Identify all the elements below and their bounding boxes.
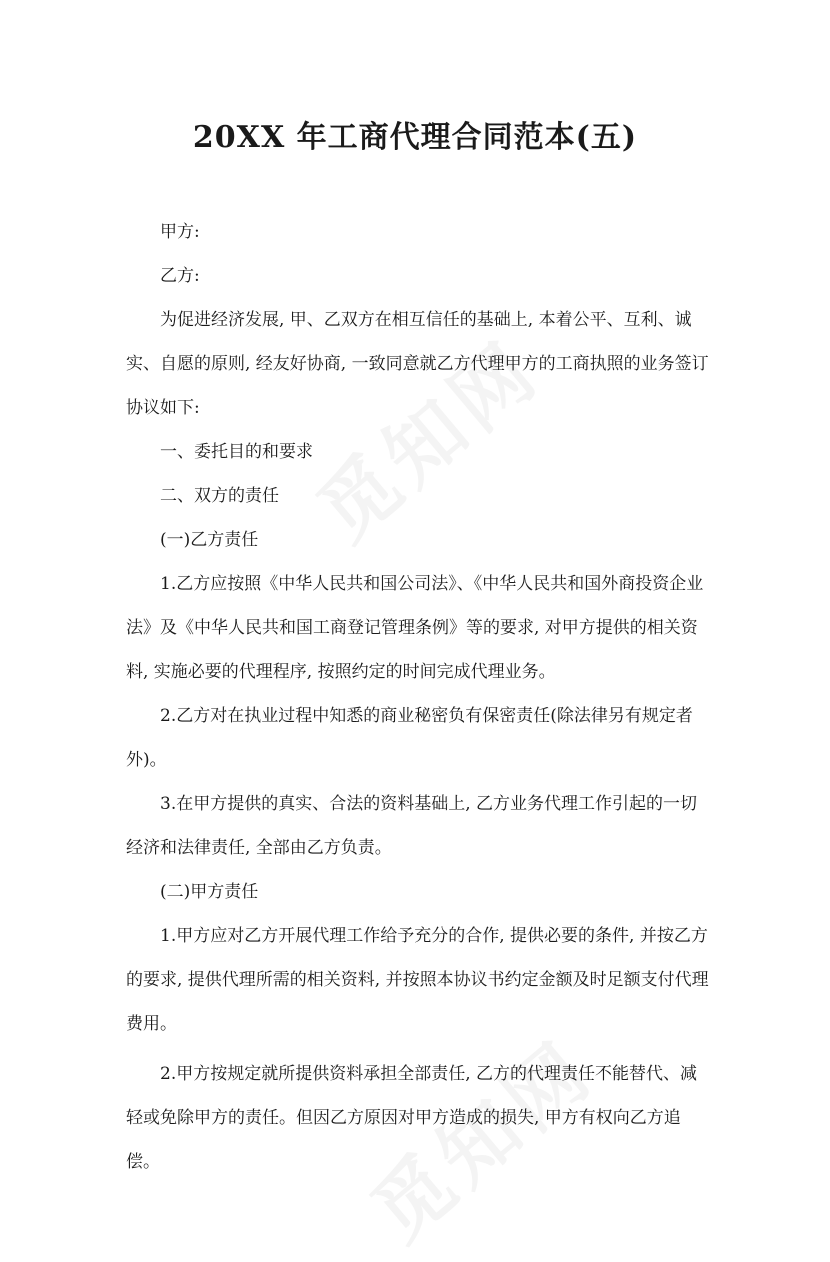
- clause-paragraph: 2.乙方对在执业过程中知悉的商业秘密负有保密责任(除法律另有规定者外)。: [126, 706, 693, 770]
- clause-paragraph: 2.甲方按规定就所提供资料承担全部责任, 乙方的代理责任不能替代、减轻或免除甲方的责任。但因乙方原因对甲方造成的损失, 甲方有权向乙方追偿。: [126, 1064, 698, 1172]
- clause-paragraph: 1.乙方应按照《中华人民共和国公司法》、《中华人民共和国外商投资企业法》及《中华人民共和国工商登记管理条例》等的要求, 对甲方提供的相关资料, 实施必要的代理程序, 按照约定的时间完成代理业务。: [126, 574, 704, 682]
- preamble-paragraph: 为促进经济发展, 甲、乙双方在相互信任的基础上, 本着公平、互利、诚实、自愿的原则, 经友好协商, 一致同意就乙方代理甲方的工商执照的业务签订协议如下:: [126, 310, 709, 418]
- party-b-line: 乙方:: [160, 266, 200, 286]
- clause-paragraph: 3.在甲方提供的真实、合法的资料基础上, 乙方业务代理工作引起的一切经济和法律责任, 全部由乙方负责。: [126, 794, 698, 858]
- clause-paragraph: 1.甲方应对乙方开展代理工作给予充分的合作, 提供必要的条件, 并按乙方的要求, 提供代理所需的相关资料, 并按照本协议书约定金额及时足额支付代理费用。: [126, 926, 709, 1034]
- document-title: 20XX 年工商代理合同范本(五): [192, 120, 638, 155]
- subsection-heading: (二)甲方责任: [160, 882, 259, 902]
- section-heading: 一、委托目的和要求: [160, 442, 313, 462]
- section-heading: 二、双方的责任: [160, 486, 279, 506]
- document-body: [126, 210, 710, 1184]
- party-a-line: 甲方:: [160, 222, 200, 242]
- subsection-heading: (一)乙方责任: [160, 530, 259, 550]
